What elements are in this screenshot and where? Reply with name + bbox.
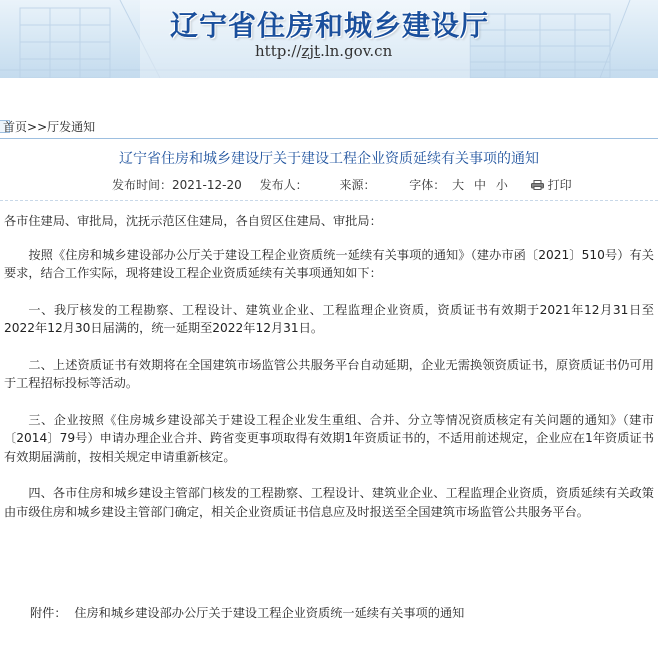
meta-divider [0, 200, 658, 201]
breadcrumb [0, 116, 658, 139]
site-header-banner [0, 0, 658, 78]
font-size-small-button[interactable]: 小 [495, 178, 508, 192]
url-prefix: http:// [255, 42, 302, 60]
article-meta [112, 176, 572, 194]
article-title: 辽宁省住房和城乡建设厅关于建设工程企业资质延续有关事项的通知 [119, 151, 539, 167]
print-button[interactable] [531, 176, 572, 194]
source-label: 来源： [339, 178, 376, 192]
site-url[interactable] [255, 42, 392, 60]
font-size-medium-button[interactable]: 中 [473, 178, 486, 192]
paragraph-item-1: 一、我厅核发的工程勘察、工程设计、建筑业企业、工程监理企业资质，资质证书有效期于2021年12月31日至2022年12月30日届满的，统一延期至2022年12月31日。 [4, 302, 654, 335]
attachment-label: 附件： [30, 606, 67, 620]
url-suffix: .ln.gov.cn [320, 42, 393, 60]
paragraph-item-2: 二、上述资质证书有效期将在全国建筑市场监管公共服务平台自动延期，企业无需换领资质证书，原资质证书仍可用于工程招标投标等活动。 [4, 357, 654, 390]
paragraph-item-3: 三、企业按照《住房城乡建设部关于建设工程企业发生重组、合并、分立等情况资质核定有关问题的通知》（建市〔2014〕79号）申请办理企业合并、跨省变更事项取得有效期1年资质证书的，不适用前述规定，企业应在1年资质证书有效期届满前，按相关规定申请重新核定。 [4, 412, 654, 464]
publish-label: 发布时间： [112, 178, 173, 192]
attachment-link[interactable]: 住房和城乡建设部办公厅关于建设工程企业资质统一延续有关事项的通知 [74, 606, 465, 620]
attachment [30, 604, 464, 621]
url-host: zjt [301, 42, 321, 60]
breadcrumb-home-link[interactable]: 首页 [3, 120, 28, 134]
breadcrumb-separator: >> [27, 120, 48, 134]
site-title[interactable]: 辽宁省住房和城乡建设厅 [170, 9, 490, 42]
breadcrumb-text [3, 116, 95, 138]
print-label: 打印 [547, 178, 572, 192]
paragraph-item-4: 四、各市住房和城乡建设主管部门核发的工程勘察、工程设计、建筑业企业、工程监理企业资质，资质延续有关政策由市级住房和城乡建设主管部门确定，相关企业资质证书信息应及时报送至全国建筑市场监管公共服务平台。 [4, 486, 654, 519]
paragraph-intro: 按照《住房和城乡建设部办公厅关于建设工程企业资质统一延续有关事项的通知》（建办市函〔2021〕510号）有关要求，结合工作实际，现将建设工程企业资质延续有关事项通知如下： [4, 247, 654, 280]
article-body [4, 212, 654, 521]
printer-icon [531, 180, 544, 190]
font-size-large-button[interactable]: 大 [452, 178, 465, 192]
publish-date: 2021-12-20 [172, 178, 242, 192]
breadcrumb-section-link[interactable]: 厅发通知 [47, 120, 96, 134]
salutation: 各市住建局、审批局，沈抚示范区住建局，各自贸区住建局、审批局： [4, 214, 382, 228]
font-size-label: 字体： [409, 178, 446, 192]
publisher-label: 发布人： [259, 178, 308, 192]
